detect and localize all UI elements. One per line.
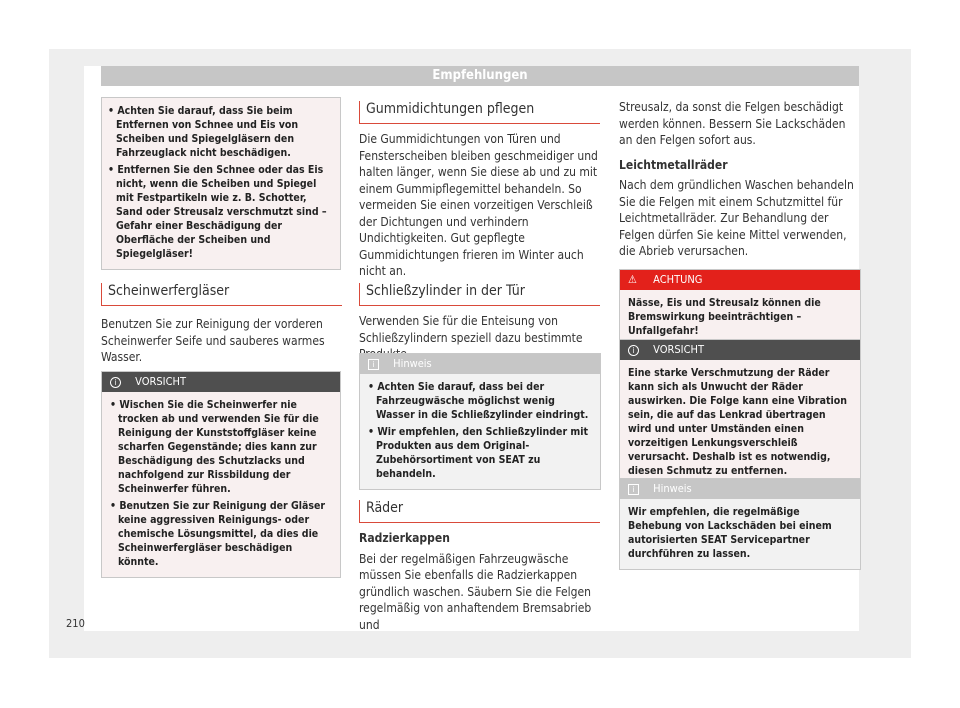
achtung-label: ACHTUNG (653, 273, 703, 286)
hinweis-header (360, 354, 600, 374)
vorsicht-label: VORSICHT (653, 343, 704, 356)
hinweis-label: Hinweis (393, 357, 432, 370)
paragraph-gummidichtungen (359, 131, 599, 280)
hinweis-text: Wir empfehlen, die regelmäßige Behebung von Lackschäden bei einem autorisierten SEAT Servicepartner durchführen zu lassen. (628, 506, 832, 560)
hinweis-label: Hinweis (653, 482, 692, 495)
section-title-scheinwerferglaeser (101, 283, 342, 306)
subhead-leichtmetallraeder: Leichtmetallräder (619, 157, 728, 172)
vorsicht-header (102, 372, 340, 392)
paragraph-scheinwerferglaeser (101, 316, 339, 366)
achtung-box (619, 269, 861, 347)
paragraph-raeder (359, 530, 599, 633)
paragraph-text: Verwenden Sie für die Enteisung von Schließzylindern speziell dazu bestimmte (359, 314, 583, 345)
paragraph-text: Nach dem gründlichen Waschen behandeln Sie die Felgen mit einem Schutzmittel für Leichtmetallräder. Zur Behandlung der Felgen dürfen Sie keine Mittel verwenden, die Abrieb verursachen. (619, 178, 854, 258)
bullet-item: • Entfernen Sie den Schnee oder das Eis nicht, wenn die Scheiben und Spiegel mit Festpartikeln wie z. B. Schotter, Sand oder Streusalz verschmutzt sind – Gefahr einer Beschädigung der Oberfläche der Scheiben und Spiegelgläser! (108, 164, 327, 260)
section-title-schliesszylinder (359, 283, 600, 306)
top-warning-continued (101, 97, 341, 270)
warning-triangle-icon: ⚠ (628, 273, 637, 286)
achtung-text: Nässe, Eis und Streusalz können die Bremswirkung beeinträchtigen – Unfallgefahr! (628, 297, 821, 337)
hinweis-body (620, 499, 860, 569)
section-title-text: Gummidichtungen pflegen (366, 101, 535, 117)
bullet-item: • Wir empfehlen, den Schließzylinder mit Produkten aus dem Original-Zubehörsortiment von SEAT zu behandeln. (368, 426, 588, 480)
vorsicht-body (102, 392, 340, 577)
vorsicht-box-wheels (619, 339, 861, 487)
info-square-icon: i (628, 479, 650, 499)
paragraph-streusalz (619, 99, 859, 260)
section-title-text: Scheinwerfergläser (108, 283, 230, 299)
vorsicht-body (620, 360, 860, 486)
vorsicht-label: VORSICHT (135, 375, 186, 388)
info-square-icon: i (368, 354, 390, 374)
bullet-text: Wischen Sie die Scheinwerfer nie trocken ab und verwenden Sie für die Reinigung der Kunststoffgläser keine scharfen Gegenstände; dies kann zur Beschädigung des Schutzlacks und nachfolgend zur Rissbildung der Scheinwerfer führen. (118, 399, 319, 495)
bullet-text: Achten Sie darauf, dass bei der Fahrzeugwäsche möglichst wenig Wasser in die Schließzylinder eindringt. (376, 381, 589, 421)
bullet-item: • Achten Sie darauf, dass Sie beim Entfernen von Schnee und Eis von Scheiben und Spiegelgläsern den Fahrzeuglack nicht beschädigen. (108, 105, 299, 159)
paragraph-text: Die Gummidichtungen von Türen und Fensterscheiben bleiben geschmeidiger und halten länger, wenn Sie diese ab und zu mit einem Gummipflegemittel behandeln. So vermeiden Sie einen vorzeitigen Verschleiß der Dichtungen und verhindern Undichtigkeiten. Gut gepflegte Gummidichtungen frieren im Winter auch nicht an. (359, 132, 598, 278)
info-circle-icon: i (628, 340, 650, 360)
bullet-text: Wir empfehlen, den Schließzylinder mit Produkten aus dem Original-Zubehörsortiment von SEAT zu behandeln. (376, 426, 588, 480)
vorsicht-text: Eine starke Verschmutzung der Räder kann sich als Unwucht der Räder auswirken. Die Folge kann eine Vibration sein, die auf das Lenkrad übertragen wird und unter Umständen einen vorzeitigen Lenkungsverschleiß verursacht. Deshalb ist es notwendig, diesen Schmutz zu entfernen. (628, 367, 847, 477)
achtung-body (620, 290, 860, 346)
section-title-gummidichtungen (359, 101, 600, 124)
bullet-item: • Achten Sie darauf, dass bei der Fahrzeugwäsche möglichst wenig Wasser in die Schließzylinder eindringt. (368, 381, 589, 421)
achtung-header (620, 270, 860, 290)
section-title-text: Räder (366, 500, 404, 516)
paragraph-text: Benutzen Sie zur Reinigung der vorderen Scheinwerfer Seife und sauberes warmes Wasser. (101, 317, 325, 364)
bullet-item: • Wischen Sie die Scheinwerfer nie trocken ab und verwenden Sie für die Reinigung der Kunststoffgläser keine scharfen Gegenstände; dies kann zur Beschädigung des Schutzlacks und nachfolgend zur Rissbildung der Scheinwerfer führen. (110, 399, 319, 495)
section-title-raeder (359, 500, 600, 523)
hinweis-box-schliesszylinder (359, 353, 601, 490)
vorsicht-header (620, 340, 860, 360)
hinweis-body (360, 374, 600, 489)
page-number: 210 (66, 617, 85, 630)
info-circle-icon: i (110, 372, 132, 392)
paragraph-text: Bei der regelmäßigen Fahrzeugwäsche müssen Sie ebenfalls die Radzierkappen gründlich waschen. Säubern Sie die Felgen regelmäßig von anhaftendem Bremsabrieb und (359, 551, 592, 632)
bullet-text: Entfernen Sie den Schnee oder das Eis nicht, wenn die Scheiben und Spiegel mit Festpartikeln wie z. B. Schotter, Sand oder Streusalz verschmutzt sind – Gefahr einer Beschädigung der Oberfläche der Scheiben und Spiegelgläser! (116, 164, 327, 260)
bullet-item: • Benutzen Sie zur Reinigung der Gläser keine aggressiven Reinigungs- oder chemische Lösungsmittel, da dies die Scheinwerfergläser beschädigen könnte. (110, 500, 326, 568)
chapter-header: Empfehlungen (101, 66, 859, 86)
paragraph-text: Streusalz, da sonst die Felgen beschädigt werden können. Bessern Sie Lackschäden an den Felgen sofort aus. (619, 100, 846, 147)
hinweis-box-lackschaeden (619, 478, 861, 570)
bullet-text: Achten Sie darauf, dass Sie beim Entfernen von Schnee und Eis von Scheiben und Spiegelgläsern den Fahrzeuglack nicht beschädigen. (116, 105, 299, 159)
section-title-text: Schließzylinder in der Tür (366, 283, 525, 299)
bullet-text: Benutzen Sie zur Reinigung der Gläser keine aggressiven Reinigungs- oder chemische Lösungsmittel, da dies die Scheinwerfergläser beschädigen könnte. (118, 500, 326, 568)
vorsicht-box-headlights (101, 371, 341, 578)
subhead-radzierkappen: Radzierkappen (359, 531, 450, 545)
hinweis-header (620, 479, 860, 499)
